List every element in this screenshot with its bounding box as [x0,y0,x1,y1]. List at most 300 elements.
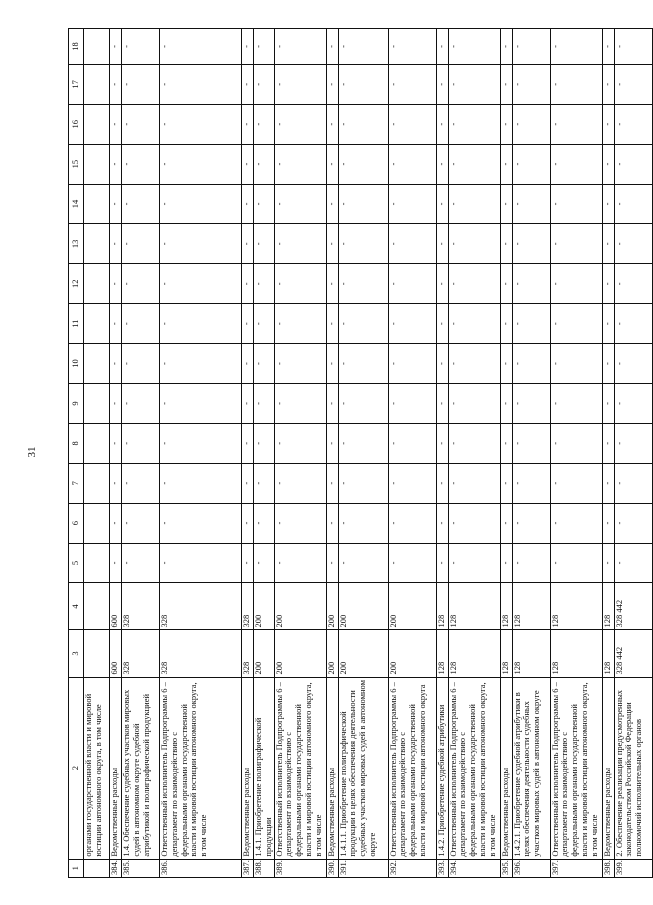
column-header: 15 [69,144,84,184]
table-row [388,29,436,878]
row-cell: - [242,144,254,184]
row-cell: - [254,264,275,304]
row-cell: - [500,264,512,304]
row-cell: - [122,543,160,583]
row-cell: - [436,224,448,264]
row-cell: - [242,503,254,543]
table-row [254,29,275,878]
header-row [69,29,84,878]
row-cell: - [614,184,652,224]
row-cell: - [242,543,254,583]
row-cell: - [326,64,338,104]
row-cell: - [242,304,254,344]
row-cell: - [160,304,242,344]
row-cell [84,543,110,583]
row-cell: - [512,144,550,184]
row-cell: - [448,144,500,184]
row-cell: - [602,184,614,224]
row-cell: - [448,29,500,65]
row-total: 128 [436,630,448,677]
row-cell: - [254,304,275,344]
row-cell: - [512,104,550,144]
row-cell: - [274,463,326,503]
row-cell: - [614,543,652,583]
row-cell: - [326,29,338,65]
row-cell: - [110,64,122,104]
row-cell: - [500,184,512,224]
row-cell: - [122,104,160,144]
table-row [436,29,448,878]
row-cell: - [110,184,122,224]
row-cell: - [614,264,652,304]
row-cell: - [110,29,122,65]
row-cell: - [500,304,512,344]
row-description: Ответственный исполнитель Подпрограммы 6 – департамент по взаимодействию с федеральными органами государственной власти и мировой юстиции автономного округа [388,677,436,859]
row-year-value: 128 [436,583,448,630]
row-cell: - [436,503,448,543]
row-year-value: 328 [122,583,160,630]
table-body [69,29,653,878]
column-header: 11 [69,304,84,344]
row-cell: - [242,344,254,384]
row-cell: - [122,304,160,344]
row-cell: - [254,344,275,384]
table-row [326,29,338,878]
row-cell: - [512,463,550,503]
row-number: 395. [500,859,512,877]
row-total: 128 [500,630,512,677]
row-cell: - [122,503,160,543]
column-header: 14 [69,184,84,224]
row-cell: - [122,463,160,503]
row-cell: - [448,184,500,224]
row-cell: - [550,64,602,104]
row-cell: - [242,64,254,104]
row-cell: - [602,383,614,423]
row-cell: - [160,264,242,304]
row-cell: - [550,264,602,304]
row-cell: - [160,423,242,463]
column-header: 18 [69,29,84,65]
row-cell [84,463,110,503]
row-cell: - [614,144,652,184]
row-cell: - [602,423,614,463]
row-cell: - [254,503,275,543]
row-cell: - [274,29,326,65]
table-row [274,29,326,878]
row-cell: - [160,344,242,384]
row-cell: - [338,224,388,264]
row-year-value: 328 [160,583,242,630]
column-header: 16 [69,104,84,144]
row-cell: - [242,463,254,503]
row-cell: - [110,423,122,463]
row-cell: - [242,264,254,304]
row-cell: - [388,29,436,65]
row-cell: - [274,423,326,463]
row-cell: - [550,304,602,344]
row-cell: - [512,543,550,583]
row-cell: - [448,224,500,264]
row-cell: - [500,344,512,384]
row-number: 396. [512,859,550,877]
table-row [110,29,122,878]
row-total: 328 [160,630,242,677]
row-cell: - [550,144,602,184]
row-total: 328 442 [614,630,652,677]
row-year-value [84,583,110,630]
row-cell: - [242,104,254,144]
row-cell: - [110,144,122,184]
row-cell: - [160,383,242,423]
row-cell: - [500,503,512,543]
row-total: 128 [602,630,614,677]
column-header: 9 [69,383,84,423]
row-cell: - [326,463,338,503]
row-year-value: 128 [448,583,500,630]
row-cell: - [436,423,448,463]
row-cell: - [436,543,448,583]
row-cell: - [614,304,652,344]
row-cell: - [338,264,388,304]
row-cell: - [254,543,275,583]
row-cell: - [602,64,614,104]
row-cell: - [602,543,614,583]
row-cell: - [436,344,448,384]
row-cell: - [122,264,160,304]
row-cell: - [242,224,254,264]
row-cell: - [338,104,388,144]
row-year-value: 128 [550,583,602,630]
row-cell: - [388,104,436,144]
row-cell: - [500,423,512,463]
row-description: Ведомственные расходы [500,677,512,859]
row-cell: - [326,304,338,344]
row-cell [84,184,110,224]
row-cell: - [274,344,326,384]
row-cell: - [254,64,275,104]
row-total: 328 [242,630,254,677]
row-cell: - [388,304,436,344]
rotated-page [68,28,644,878]
row-cell: - [500,29,512,65]
row-cell [84,29,110,65]
row-cell: - [448,503,500,543]
row-cell: - [388,144,436,184]
row-description: Ведомственные расходы [602,677,614,859]
row-total: 200 [326,630,338,677]
row-cell [84,503,110,543]
row-cell: - [550,104,602,144]
row-cell [84,383,110,423]
budget-table [68,28,653,878]
column-header: 2 [69,677,84,859]
row-description: Ответственный исполнитель Подпрограммы 6 – департамент по взаимодействию с федеральными органами государственной власти и мировой юстиции автономного округа, в том числе [550,677,602,859]
row-year-value: 200 [338,583,388,630]
row-cell: - [160,64,242,104]
row-cell: - [602,503,614,543]
row-cell: - [550,463,602,503]
row-cell: - [602,304,614,344]
row-total: 128 [448,630,500,677]
row-cell: - [110,264,122,304]
column-header: 5 [69,543,84,583]
row-total: 200 [274,630,326,677]
row-cell: - [436,144,448,184]
row-cell: - [254,29,275,65]
row-cell: - [326,144,338,184]
row-description: органами государственной власти и мировой юстиции автономного округа, в том числе [84,677,110,859]
row-cell: - [338,423,388,463]
row-cell: - [448,304,500,344]
row-cell: - [326,344,338,384]
row-cell: - [448,463,500,503]
row-number: 391. [338,859,388,877]
row-cell: - [274,264,326,304]
row-cell: - [550,344,602,384]
row-cell: - [326,264,338,304]
row-number: 387. [242,859,254,877]
row-year-value: 328 442 [614,583,652,630]
row-total: 128 [550,630,602,677]
row-year-value: 328 [242,583,254,630]
row-cell: - [242,184,254,224]
row-cell: - [436,383,448,423]
row-cell: - [254,144,275,184]
table-row [448,29,500,878]
row-cell: - [512,383,550,423]
row-cell: - [160,463,242,503]
row-cell: - [338,29,388,65]
row-cell: - [110,543,122,583]
row-cell: - [550,224,602,264]
row-total: 600 [110,630,122,677]
row-cell: - [338,543,388,583]
table-row [614,29,652,878]
row-year-value: 128 [512,583,550,630]
row-cell: - [614,383,652,423]
row-cell: - [550,503,602,543]
row-cell: - [160,144,242,184]
row-cell: - [110,463,122,503]
row-number: 386. [160,859,242,877]
row-cell: - [274,304,326,344]
row-cell: - [512,264,550,304]
row-cell: - [338,344,388,384]
column-header: 17 [69,64,84,104]
row-cell: - [122,29,160,65]
row-cell: - [338,463,388,503]
row-total: 128 [512,630,550,677]
row-cell: - [254,383,275,423]
table-row [242,29,254,878]
row-cell: - [614,104,652,144]
row-cell: - [338,64,388,104]
row-cell: - [254,184,275,224]
table-row [602,29,614,878]
row-cell: - [274,144,326,184]
row-description: 2. Обеспечение реализации предусмотренных законодательством Российской Федерации полномочий исполнительных органов [614,677,652,859]
row-cell: - [602,144,614,184]
row-cell: - [550,184,602,224]
row-year-value: 200 [254,583,275,630]
row-cell: - [160,29,242,65]
row-cell: - [326,503,338,543]
column-header: 3 [69,630,84,677]
row-number: 398. [602,859,614,877]
column-header: 7 [69,463,84,503]
row-cell: - [254,104,275,144]
row-cell: - [254,463,275,503]
row-cell: - [614,29,652,65]
row-cell: - [242,423,254,463]
row-cell: - [602,104,614,144]
row-cell [84,144,110,184]
row-cell: - [254,224,275,264]
column-header: 12 [69,264,84,304]
row-cell: - [160,224,242,264]
row-description: 1.4.2.1. Приобретение судебной атрибутики в целях обеспечения деятельности судебных участков мировых судей в автономном округе [512,677,550,859]
row-description: Ответственный исполнитель Подпрограммы 6 – департамент по взаимодействию с федеральными органами государственной власти и мировой юстиции автономного округа, в том числе [448,677,500,859]
row-cell: - [274,104,326,144]
row-description: 1.4.2. Приобретение судебной атрибутики [436,677,448,859]
row-total: 200 [388,630,436,677]
row-cell: - [448,264,500,304]
row-cell: - [436,184,448,224]
row-cell: - [326,543,338,583]
row-cell: - [338,383,388,423]
row-cell: - [550,423,602,463]
row-cell: - [122,423,160,463]
row-number: 397. [550,859,602,877]
row-cell: - [512,304,550,344]
row-cell: - [122,224,160,264]
row-cell: - [614,503,652,543]
row-number: 388. [254,859,275,877]
row-total: 200 [338,630,388,677]
row-cell: - [274,543,326,583]
row-cell: - [242,29,254,65]
row-cell: - [122,184,160,224]
row-year-value: 600 [110,583,122,630]
row-cell: - [448,423,500,463]
row-cell: - [602,264,614,304]
row-year-value: 128 [602,583,614,630]
row-cell: - [512,224,550,264]
row-description: Ведомственные расходы [242,677,254,859]
row-cell: - [110,344,122,384]
row-cell [84,224,110,264]
row-cell: - [614,423,652,463]
row-cell: - [388,543,436,583]
row-cell: - [388,64,436,104]
column-header: 6 [69,503,84,543]
row-cell: - [602,344,614,384]
column-header: 10 [69,344,84,384]
row-cell: - [274,184,326,224]
row-cell: - [338,144,388,184]
row-number: 399. [614,859,652,877]
row-cell: - [160,503,242,543]
row-description: Ответственный исполнитель Подпрограммы 6 – департамент по взаимодействию с федеральными органами государственной власти и мировой юстиции автономного округа, в том числе [160,677,242,859]
row-cell: - [436,304,448,344]
row-cell: - [500,383,512,423]
row-cell: - [122,64,160,104]
row-total [84,630,110,677]
row-cell: - [436,64,448,104]
row-cell: - [326,383,338,423]
row-cell: - [448,64,500,104]
row-cell [84,344,110,384]
row-cell: - [388,503,436,543]
row-cell [84,304,110,344]
row-cell: - [614,224,652,264]
row-cell: - [500,64,512,104]
row-cell: - [160,543,242,583]
row-cell: - [242,383,254,423]
row-year-value: 128 [500,583,512,630]
row-cell: - [326,104,338,144]
row-cell: - [110,104,122,144]
row-cell: - [500,463,512,503]
row-cell: - [388,423,436,463]
row-cell: - [614,463,652,503]
table-row [122,29,160,878]
row-cell [84,423,110,463]
row-cell: - [122,383,160,423]
row-cell: - [338,503,388,543]
row-cell: - [110,503,122,543]
table-row [338,29,388,878]
row-number: 393. [436,859,448,877]
row-cell: - [448,344,500,384]
table-row [160,29,242,878]
row-cell: - [110,383,122,423]
row-description: 1.4. Обеспечение судебных участков мировых судей в автономном округе судебной атрибутикой и полиграфической продукцией [122,677,160,859]
row-cell: - [602,463,614,503]
row-cell: - [160,184,242,224]
row-cell: - [448,104,500,144]
row-cell: - [274,383,326,423]
row-year-value: 200 [388,583,436,630]
row-cell: - [274,64,326,104]
row-cell: - [388,463,436,503]
row-cell: - [388,344,436,384]
row-cell: - [388,224,436,264]
table-row [550,29,602,878]
row-cell: - [512,423,550,463]
row-description: 1.4.1. Приобретение полиграфической продукции [254,677,275,859]
row-cell: - [326,224,338,264]
row-cell: - [388,184,436,224]
row-cell: - [338,184,388,224]
row-cell: - [512,29,550,65]
row-cell: - [254,423,275,463]
row-description: Ведомственные расходы [110,677,122,859]
row-total: 328 [122,630,160,677]
column-header: 13 [69,224,84,264]
row-cell: - [436,264,448,304]
row-number: 390. [326,859,338,877]
row-cell: - [436,29,448,65]
row-cell: - [602,224,614,264]
row-description: 1.4.1.1. Приобретение полиграфической продукции в целях обеспечения деятельности судебных участков мировых судей в автономном округе [338,677,388,859]
row-cell: - [500,224,512,264]
row-cell: - [388,264,436,304]
table-row [84,29,110,878]
row-cell: - [448,383,500,423]
row-number [84,859,110,877]
